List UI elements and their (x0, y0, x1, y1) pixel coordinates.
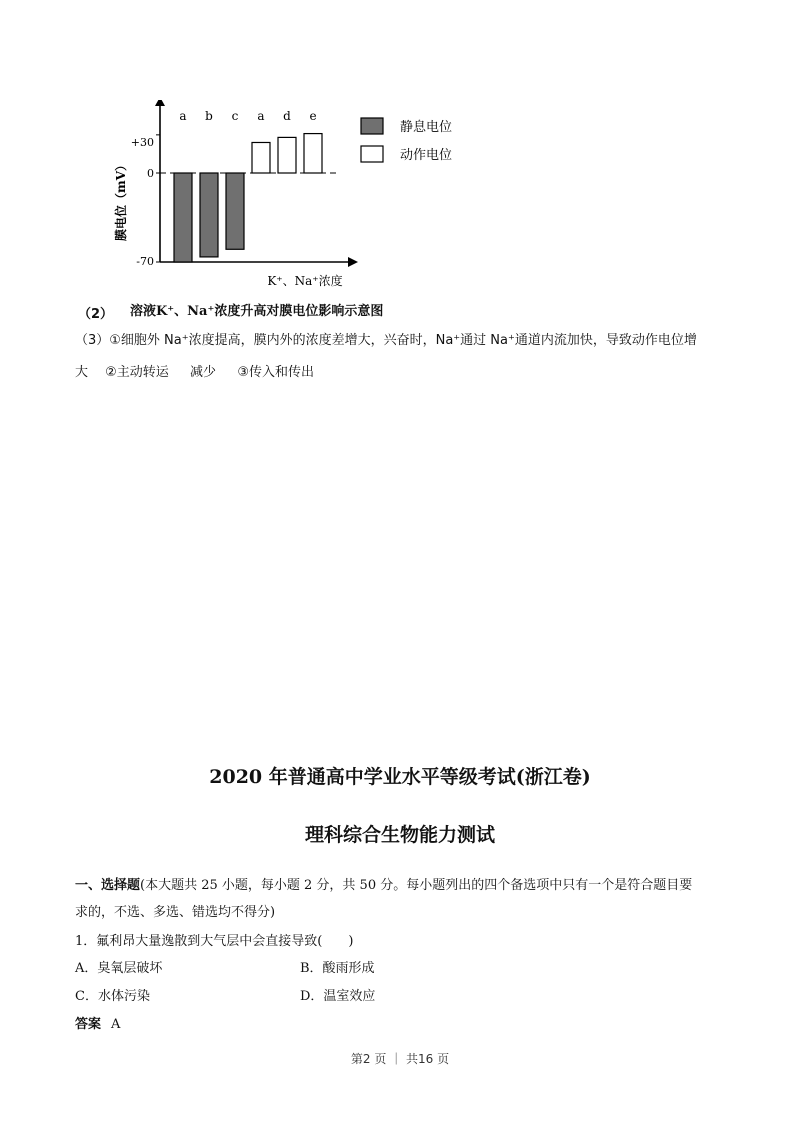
answer (75, 1013, 120, 1032)
legend-swatch-resting (361, 118, 383, 134)
chart-caption: 溶液K⁺、Na⁺浓度升高对膜电位影响示意图 (130, 304, 384, 319)
option-a: A．臭氧层破坏 (75, 961, 163, 976)
section-3-line-2: 大 ②主动转运 减少 ③传入和传出 (75, 365, 314, 380)
y-axis-arrow (155, 100, 165, 106)
action-potential-bar (252, 142, 270, 173)
x-axis-arrow (348, 257, 358, 267)
membrane-potential-chart (100, 100, 480, 300)
legend-swatch-action (361, 146, 383, 162)
instructions-text: (本大题共 25 小题，每小题 2 分，共 50 分。每小题列出的四个备选项中只有一个是符合题目要 (140, 878, 693, 893)
instructions-line-1 (75, 874, 692, 893)
action-potential-bar (304, 134, 322, 173)
resting-potential-bar (174, 173, 192, 262)
exam-title: 2020 年普通高中学业水平等级考试(浙江卷) (209, 766, 591, 788)
y-tick-label: -70 (136, 255, 154, 268)
resting-potential-bar (200, 173, 218, 257)
answer-value: A (111, 1017, 121, 1032)
exam-subtitle: 理科综合生物能力测试 (304, 824, 495, 846)
answer-label: 答案 (75, 1017, 102, 1032)
category-label: a (257, 109, 265, 123)
option-b: B．酸雨形成 (300, 961, 375, 976)
category-label: d (283, 109, 291, 123)
section-3-line-1: （3）①细胞外 Na⁺浓度提高，膜内外的浓度差增大，兴奋时，Na⁺通过 Na⁺通道内流加快，导致动作电位增 (75, 333, 697, 348)
resting-potential-bar (226, 173, 244, 249)
option-d: D．温室效应 (300, 989, 376, 1004)
instructions-line-2: 求的，不选、多选、错选均不得分) (75, 905, 276, 920)
category-label: b (205, 109, 213, 123)
section-2-label: （2） (78, 307, 114, 322)
legend-label-resting: 静息电位 (400, 120, 453, 135)
category-label: c (231, 109, 239, 123)
action-potential-bar (278, 137, 296, 173)
instructions-heading: 一、选择题 (75, 878, 141, 893)
y-axis-label: 膜电位（mV） (114, 158, 128, 242)
question-1: 1．氟利昂大量逸散到大气层中会直接导致( ) (75, 934, 354, 949)
option-c: C．水体污染 (75, 989, 150, 1004)
y-tick-label: +30 (130, 136, 154, 149)
x-axis-label: K⁺、Na⁺浓度 (267, 274, 343, 288)
legend-label-action: 动作电位 (400, 148, 453, 163)
category-label: e (309, 109, 317, 123)
page-footer: 第2 页 ｜ 共16 页 (350, 1052, 450, 1066)
y-tick-label: 0 (147, 167, 154, 180)
category-label: a (179, 109, 187, 123)
